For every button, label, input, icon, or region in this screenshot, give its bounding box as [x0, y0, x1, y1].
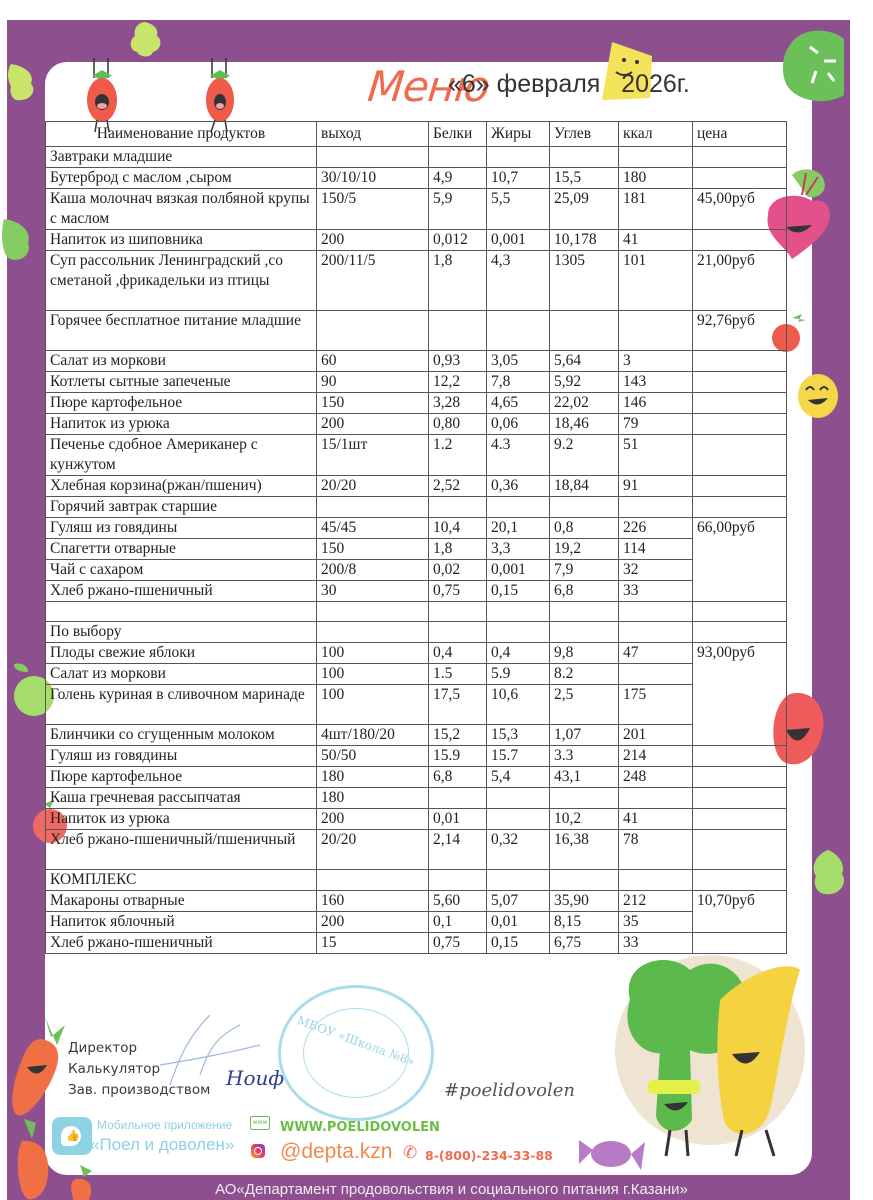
- item-carbs: 2,5: [550, 685, 619, 725]
- item-output: 4шт/180/20: [317, 725, 429, 746]
- section-title: Горячее бесплатное питание младшие: [46, 311, 317, 351]
- item-kcal: 214: [619, 746, 693, 767]
- item-price: [693, 393, 787, 414]
- item-kcal: 3: [619, 351, 693, 372]
- item-protein: 12,2: [429, 372, 487, 393]
- cell: [619, 311, 693, 351]
- cell: [317, 311, 429, 351]
- table-row: [46, 809, 787, 830]
- item-kcal: 41: [619, 809, 693, 830]
- item-fat: [487, 788, 550, 809]
- item-price: [693, 767, 787, 788]
- cell: [429, 147, 487, 168]
- item-kcal: 78: [619, 830, 693, 870]
- item-carbs: 8.2: [550, 664, 619, 685]
- item-name: Блинчики со сгущенным молоком: [46, 725, 317, 746]
- table-row: [46, 767, 787, 788]
- cell: [487, 311, 550, 351]
- item-kcal: 226: [619, 518, 693, 539]
- table-row: [46, 435, 787, 476]
- item-protein: 6,8: [429, 767, 487, 788]
- item-price: [693, 933, 787, 954]
- candy-character-icon: [575, 1130, 650, 1180]
- column-header-output: выход: [317, 122, 429, 147]
- item-price: [693, 830, 787, 870]
- item-price: [693, 230, 787, 251]
- carrot-character-icon: [5, 1015, 70, 1125]
- item-output: 45/45: [317, 518, 429, 539]
- section-title: По выбору: [46, 622, 317, 643]
- item-protein: 0,80: [429, 414, 487, 435]
- role-calculator: Калькулятор: [68, 1061, 161, 1077]
- item-fat: 5,07: [487, 891, 550, 912]
- cell: [693, 147, 787, 168]
- item-protein: 0,02: [429, 560, 487, 581]
- item-fat: 3,05: [487, 351, 550, 372]
- item-name: Пюре картофельное: [46, 393, 317, 414]
- table-row: [46, 664, 787, 685]
- column-header-carbs: Углев: [550, 122, 619, 147]
- broccoli-banana-characters-icon: [570, 940, 830, 1160]
- item-price: 10,70руб: [693, 891, 787, 933]
- item-carbs: 35,90: [550, 891, 619, 912]
- item-kcal: 143: [619, 372, 693, 393]
- item-fat: 15.7: [487, 746, 550, 767]
- table-row: [46, 230, 787, 251]
- cell: [317, 870, 429, 891]
- item-output: 50/50: [317, 746, 429, 767]
- table-row: [46, 372, 787, 393]
- item-output: 20/20: [317, 476, 429, 497]
- role-production-head: Зав. производством: [68, 1082, 211, 1098]
- section-row: [46, 311, 787, 351]
- cell: [429, 497, 487, 518]
- item-carbs: 18,84: [550, 476, 619, 497]
- item-price: [693, 476, 787, 497]
- instagram-link[interactable]: @depta.kzn: [280, 1140, 393, 1163]
- table-row: [46, 746, 787, 767]
- item-kcal: 248: [619, 767, 693, 788]
- stamp-text: МБОУ «Школа №8»: [295, 1013, 417, 1069]
- website-link[interactable]: WWW.POELIDOVOLEN: [280, 1120, 440, 1135]
- cell: [429, 602, 487, 622]
- item-name: Спагетти отварные: [46, 539, 317, 560]
- column-header-name: Наименование продуктов: [46, 122, 317, 147]
- section-row: [46, 497, 787, 518]
- item-protein: 3,28: [429, 393, 487, 414]
- item-output: 20/20: [317, 830, 429, 870]
- empty-row: [46, 602, 787, 622]
- item-name: Гуляш из говядины: [46, 746, 317, 767]
- school-stamp: [278, 985, 434, 1121]
- item-protein: 15.9: [429, 746, 487, 767]
- table-row: [46, 912, 787, 933]
- item-carbs: 9.2: [550, 435, 619, 476]
- cell: [487, 497, 550, 518]
- item-fat: 0,36: [487, 476, 550, 497]
- item-output: 180: [317, 788, 429, 809]
- cell: [693, 497, 787, 518]
- item-output: 90: [317, 372, 429, 393]
- item-output: 150: [317, 393, 429, 414]
- cell: [317, 602, 429, 622]
- cell: [619, 497, 693, 518]
- item-carbs: 15,5: [550, 168, 619, 189]
- item-fat: 10,7: [487, 168, 550, 189]
- item-name: Хлеб ржано-пшеничный/пшеничный: [46, 830, 317, 870]
- item-carbs: 3.3: [550, 746, 619, 767]
- item-kcal: 101: [619, 251, 693, 311]
- table-row: [46, 476, 787, 497]
- table-row: [46, 251, 787, 311]
- column-header-fat: Жиры: [487, 122, 550, 147]
- item-carbs: 1305: [550, 251, 619, 311]
- item-fat: 0,15: [487, 581, 550, 602]
- item-protein: 2,52: [429, 476, 487, 497]
- item-kcal: 51: [619, 435, 693, 476]
- section-title: Горячий завтрак старшие: [46, 497, 317, 518]
- item-fat: 4,65: [487, 393, 550, 414]
- menu-date: «6» февраля 2026г.: [448, 70, 690, 98]
- item-protein: 5,9: [429, 189, 487, 230]
- cell: [619, 870, 693, 891]
- item-fat: 0,01: [487, 912, 550, 933]
- item-price: [693, 435, 787, 476]
- table-row: [46, 891, 787, 912]
- item-fat: 5.9: [487, 664, 550, 685]
- menu-title-word: Меню: [365, 62, 492, 111]
- item-name: Пюре картофельное: [46, 767, 317, 788]
- thumbs-up-app-icon: 👍: [52, 1117, 92, 1155]
- item-protein: 0,75: [429, 581, 487, 602]
- item-kcal: 91: [619, 476, 693, 497]
- item-fat: 5,4: [487, 767, 550, 788]
- item-carbs: 25,09: [550, 189, 619, 230]
- item-name: Котлеты сытные запеченые: [46, 372, 317, 393]
- item-price: [693, 746, 787, 767]
- item-kcal: 175: [619, 685, 693, 725]
- hashtag: #poelidovolen: [444, 1080, 575, 1101]
- item-fat: 10,6: [487, 685, 550, 725]
- item-price: [693, 168, 787, 189]
- cell: [693, 602, 787, 622]
- cell: [619, 622, 693, 643]
- item-name: Печенье сдобное Американер с кунжутом: [46, 435, 317, 476]
- item-fat: [487, 809, 550, 830]
- item-output: 100: [317, 685, 429, 725]
- production-head-signature: Ноиф: [226, 1066, 285, 1090]
- item-fat: 4.3: [487, 435, 550, 476]
- website-monitor-icon: www: [250, 1116, 270, 1130]
- item-output: 150: [317, 539, 429, 560]
- column-header-price: цена: [693, 122, 787, 147]
- phone-icon: ✆: [403, 1143, 418, 1163]
- organization-name: АО«Департамент продовольствия и социального питания г.Казани»: [215, 1181, 688, 1198]
- item-price: [693, 414, 787, 435]
- item-kcal: 35: [619, 912, 693, 933]
- item-name: Гуляш из говядины: [46, 518, 317, 539]
- cell: [487, 622, 550, 643]
- cell: [429, 311, 487, 351]
- item-output: 150/5: [317, 189, 429, 230]
- item-carbs: 1,07: [550, 725, 619, 746]
- item-carbs: 10,178: [550, 230, 619, 251]
- item-name: Бутерброд с маслом ,сыром: [46, 168, 317, 189]
- item-kcal: 114: [619, 539, 693, 560]
- table-row: [46, 539, 787, 560]
- role-director: Директор: [68, 1040, 138, 1056]
- cell: [317, 622, 429, 643]
- app-label-line1: Мобильное приложение: [97, 1118, 233, 1132]
- cell: [317, 147, 429, 168]
- section-row: [46, 870, 787, 891]
- item-name: Салат из моркови: [46, 351, 317, 372]
- section-title: КОМПЛЕКС: [46, 870, 317, 891]
- item-price: 93,00руб: [693, 643, 787, 746]
- table-row: [46, 560, 787, 581]
- item-kcal: [619, 788, 693, 809]
- item-output: 200: [317, 912, 429, 933]
- item-name: Каша гречневая рассыпчатая: [46, 788, 317, 809]
- cucumber-slice-icon: [780, 25, 850, 105]
- item-protein: 10,4: [429, 518, 487, 539]
- table-row: [46, 351, 787, 372]
- section-title: Завтраки младшие: [46, 147, 317, 168]
- cell: [487, 147, 550, 168]
- item-carbs: 10,2: [550, 809, 619, 830]
- item-output: 15/1шт: [317, 435, 429, 476]
- item-fat: 0,4: [487, 643, 550, 664]
- item-protein: 0,012: [429, 230, 487, 251]
- item-kcal: 33: [619, 581, 693, 602]
- section-row: [46, 147, 787, 168]
- item-protein: 5,60: [429, 891, 487, 912]
- item-name: Плоды свежие яблоки: [46, 643, 317, 664]
- table-row: [46, 581, 787, 602]
- item-fat: 0,15: [487, 933, 550, 954]
- table-row: [46, 168, 787, 189]
- item-fat: 20,1: [487, 518, 550, 539]
- item-protein: 2,14: [429, 830, 487, 870]
- cell: [550, 870, 619, 891]
- item-protein: 0,75: [429, 933, 487, 954]
- table-row: [46, 933, 787, 954]
- lemon-smiley-icon: [796, 372, 840, 420]
- item-protein: 0,01: [429, 809, 487, 830]
- menu-table: [45, 121, 787, 954]
- item-fat: 0,32: [487, 830, 550, 870]
- cell: [550, 147, 619, 168]
- item-kcal: 201: [619, 725, 693, 746]
- item-carbs: 18,46: [550, 414, 619, 435]
- item-carbs: 7,9: [550, 560, 619, 581]
- item-price: [693, 788, 787, 809]
- table-row: [46, 414, 787, 435]
- item-protein: 1,8: [429, 251, 487, 311]
- item-fat: 15,3: [487, 725, 550, 746]
- table-header-row: [46, 122, 787, 147]
- item-output: 200/11/5: [317, 251, 429, 311]
- cell: [693, 870, 787, 891]
- item-kcal: 33: [619, 933, 693, 954]
- item-carbs: 43,1: [550, 767, 619, 788]
- item-kcal: 79: [619, 414, 693, 435]
- item-name: Хлебная корзина(ржан/пшенич): [46, 476, 317, 497]
- section-row: [46, 622, 787, 643]
- cell: [487, 870, 550, 891]
- cell: [550, 602, 619, 622]
- cell: [317, 497, 429, 518]
- item-name: Напиток из урюка: [46, 809, 317, 830]
- item-carbs: 16,38: [550, 830, 619, 870]
- item-protein: 1.2: [429, 435, 487, 476]
- item-price: 45,00руб: [693, 189, 787, 230]
- item-name: Хлеб ржано-пшеничный: [46, 581, 317, 602]
- instagram-icon: [251, 1144, 265, 1158]
- lettuce-leaf-icon: [0, 215, 34, 265]
- item-kcal: [619, 664, 693, 685]
- table-row: [46, 830, 787, 870]
- item-output: 200: [317, 230, 429, 251]
- item-fat: 0,001: [487, 560, 550, 581]
- item-carbs: 5,92: [550, 372, 619, 393]
- column-header-kcal: ккал: [619, 122, 693, 147]
- cell: [46, 602, 317, 622]
- item-name: Суп рассольник Ленинградский ,со сметаной ,фрикадельки из птицы: [46, 251, 317, 311]
- item-carbs: 8,15: [550, 912, 619, 933]
- cell: [550, 497, 619, 518]
- cell: [619, 147, 693, 168]
- item-price: [693, 351, 787, 372]
- cell: [487, 602, 550, 622]
- item-output: 60: [317, 351, 429, 372]
- app-label-line2: «Поел и доволен»: [90, 1135, 235, 1154]
- item-protein: 1,8: [429, 539, 487, 560]
- table-row: [46, 518, 787, 539]
- item-carbs: 22,02: [550, 393, 619, 414]
- item-output: 15: [317, 933, 429, 954]
- item-name: Макароны отварные: [46, 891, 317, 912]
- item-name: Чай с сахаром: [46, 560, 317, 581]
- item-carbs: 5,64: [550, 351, 619, 372]
- item-fat: 3,3: [487, 539, 550, 560]
- item-name: Напиток яблочный: [46, 912, 317, 933]
- item-protein: 1.5: [429, 664, 487, 685]
- cell: [429, 870, 487, 891]
- cell: [619, 602, 693, 622]
- item-protein: 15,2: [429, 725, 487, 746]
- item-protein: 17,5: [429, 685, 487, 725]
- item-carbs: 19,2: [550, 539, 619, 560]
- item-kcal: 41: [619, 230, 693, 251]
- item-carbs: 0,8: [550, 518, 619, 539]
- item-kcal: 47: [619, 643, 693, 664]
- item-carbs: [550, 788, 619, 809]
- item-kcal: 181: [619, 189, 693, 230]
- item-fat: 7,8: [487, 372, 550, 393]
- item-name: Голень куриная в сливочном маринаде: [46, 685, 317, 725]
- item-name: Салат из моркови: [46, 664, 317, 685]
- item-output: 200: [317, 414, 429, 435]
- item-carbs: 6,75: [550, 933, 619, 954]
- item-name: Напиток из урюка: [46, 414, 317, 435]
- cell: [429, 622, 487, 643]
- lettuce-leaf-icon: [5, 62, 37, 104]
- lettuce-leaf-icon: [125, 20, 165, 60]
- item-output: 30: [317, 581, 429, 602]
- item-price: [693, 372, 787, 393]
- phone-number[interactable]: 8-(800)-234-33-88: [425, 1148, 553, 1163]
- item-kcal: 32: [619, 560, 693, 581]
- item-output: 180: [317, 767, 429, 788]
- item-protein: 4,9: [429, 168, 487, 189]
- table-row: [46, 643, 787, 664]
- item-protein: [429, 788, 487, 809]
- cell: [550, 622, 619, 643]
- item-name: Хлеб ржано-пшеничный: [46, 933, 317, 954]
- item-carbs: 6,8: [550, 581, 619, 602]
- table-row: [46, 393, 787, 414]
- item-output: 200/8: [317, 560, 429, 581]
- item-fat: 5,5: [487, 189, 550, 230]
- item-price: 66,00руб: [693, 518, 787, 602]
- item-output: 160: [317, 891, 429, 912]
- item-price: [693, 809, 787, 830]
- item-output: 100: [317, 664, 429, 685]
- cell: [550, 311, 619, 351]
- item-fat: 4,3: [487, 251, 550, 311]
- item-fat: 0,001: [487, 230, 550, 251]
- item-output: 100: [317, 643, 429, 664]
- item-carbs: 9,8: [550, 643, 619, 664]
- lettuce-leaf-icon: [808, 848, 848, 900]
- item-kcal: 212: [619, 891, 693, 912]
- table-row: [46, 189, 787, 230]
- item-name: Напиток из шиповника: [46, 230, 317, 251]
- table-row: [46, 685, 787, 725]
- column-header-protein: Белки: [429, 122, 487, 147]
- item-kcal: 146: [619, 393, 693, 414]
- table-row: [46, 725, 787, 746]
- table-row: [46, 788, 787, 809]
- item-price: 21,00руб: [693, 251, 787, 311]
- item-fat: 0,06: [487, 414, 550, 435]
- item-name: Каша молочнач вязкая полбяной крупы с маслом: [46, 189, 317, 230]
- item-kcal: 180: [619, 168, 693, 189]
- item-protein: 0,4: [429, 643, 487, 664]
- item-output: 200: [317, 809, 429, 830]
- section-price: 92,76руб: [693, 311, 787, 351]
- item-protein: 0,93: [429, 351, 487, 372]
- item-protein: 0,1: [429, 912, 487, 933]
- item-output: 30/10/10: [317, 168, 429, 189]
- cell: [693, 622, 787, 643]
